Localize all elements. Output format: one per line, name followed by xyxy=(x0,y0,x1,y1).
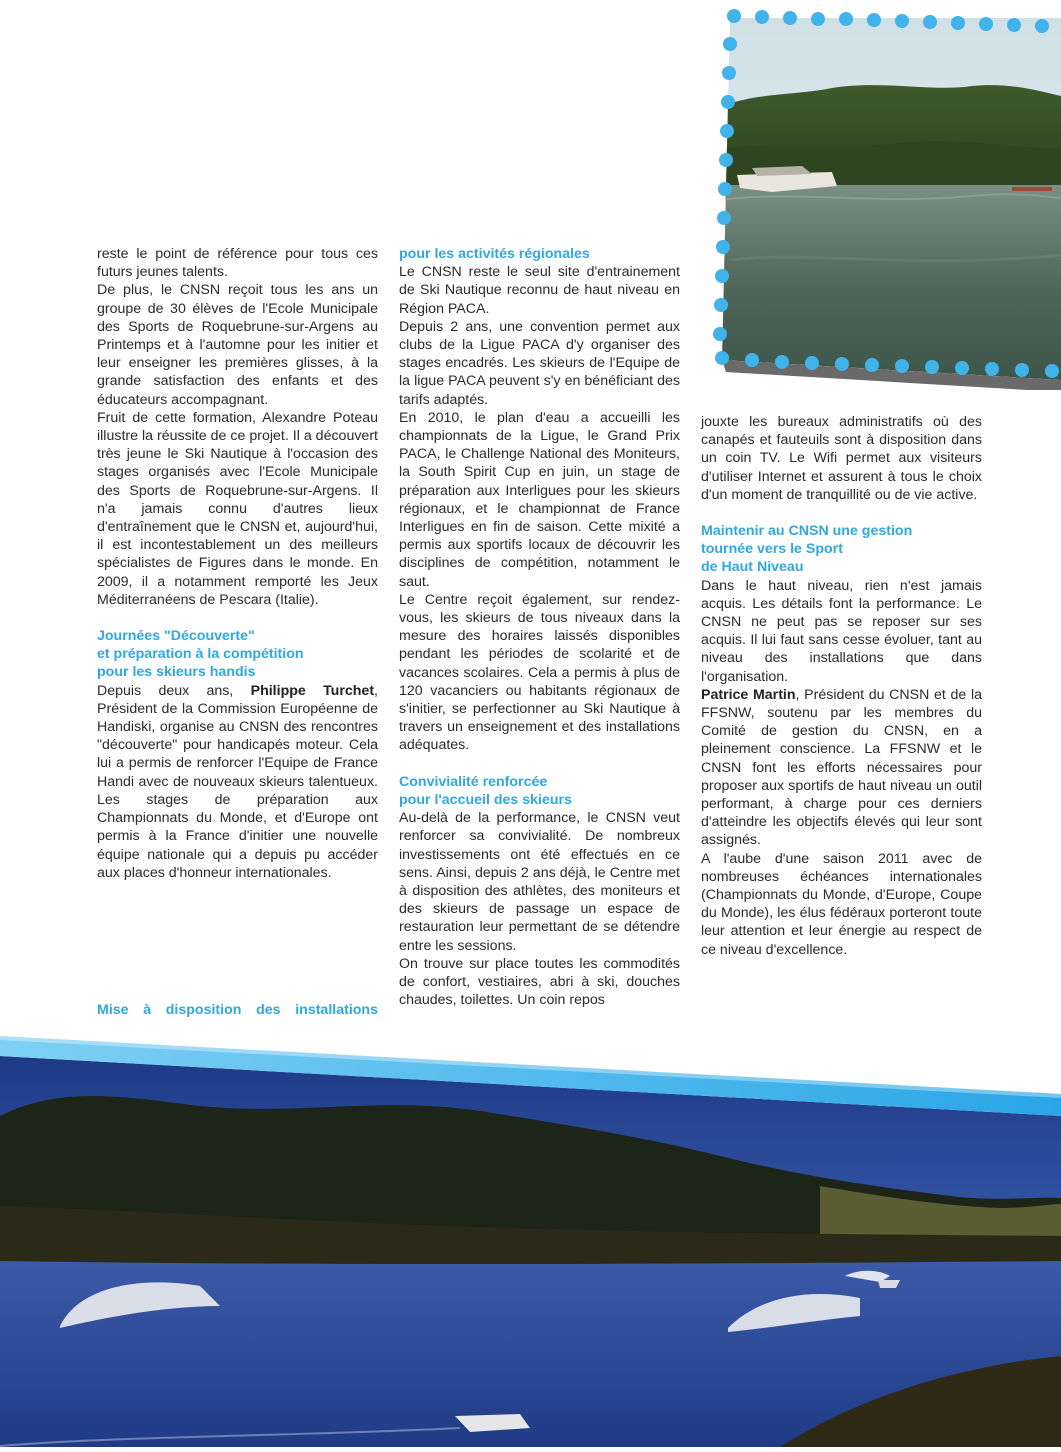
section-heading: et préparation à la compétition xyxy=(97,646,304,663)
paragraph: En 2010, le plan d'eau a accueilli les championnats de la Ligue, le Grand Prix PACA, le Challenge National des Moniteurs, la South Spirit Cup en juin, un stage de préparation aux Interligues pour les skieurs régionaux, et le championnat de France Interligues en fin de saison. Cette mixité a permis aux sportifs locaux de découvrir les disciplines de compétition, notamment le saut. xyxy=(399,409,680,590)
paragraph: Depuis 2 ans, une convention permet aux clubs de la Ligue PACA d'y organiser des stages encadrés. Les skieurs de l'Equipe de la ligue PACA peuvent s'y en bénéficiant des tarifs adaptés. xyxy=(399,318,680,408)
text-column-3 xyxy=(701,413,982,959)
paragraph xyxy=(701,686,982,850)
section-heading: pour les skieurs handis xyxy=(97,664,256,681)
text-column-2 xyxy=(399,245,680,1009)
paragraph: Au-delà de la performance, le CNSN veut renforcer sa convivialité. De nombreux investissements ont été effectués en ce sens. Ainsi, depuis 2 ans déjà, le Centre met à disposition des athlètes, des moniteurs et des skieurs de passage un espace de restauration leur permettant de se détendre entre les sessions. xyxy=(399,810,680,954)
section-heading: Mise à disposition des installations xyxy=(97,1002,378,1018)
paragraph xyxy=(97,682,378,882)
section-heading: de Haut Niveau xyxy=(701,559,804,576)
text-column-1 xyxy=(97,245,378,882)
paragraph: jouxte les bureaux administratifs où des canapés et fauteuils sont à disposition dans un coin TV. Le Wifi permet aux visiteurs d'utiliser Internet et assurent à tous le choix d'un moment de tranquillité ou de vie active. xyxy=(701,414,982,503)
lake-boat-photo xyxy=(712,0,1061,390)
paragraph: Fruit de cette formation, Alexandre Poteau illustre la réussite de ce projet. Il a découvert très jeune le Ski Nautique à l'occasion des stages organisés avec l'Ecole Municipale des Sports de Roquebrune-sur-Argens. Il n'a jamais connu d'autres lieux d'entraînement que le CNSN et, aujourd'hui, il est incontestablement un des meilleurs spécialistes de Figures dans le monde. En 2009, il a notamment remporté les Jeux Méditerranéens de Pescara (Italie). xyxy=(97,409,378,608)
section-heading: Journées "Découverte" xyxy=(97,628,255,645)
paragraph: A l'aube d'une saison 2011 avec de nombreuses échéances internationales (Championnats du Monde, d'Europe, Coupe du Monde), les élus fédéraux porteront toute leur attention et leur énergie au respect de ce niveau d'excellence. xyxy=(701,850,982,958)
section-heading: pour les activités régionales xyxy=(399,246,590,262)
person-name: Philippe Turchet xyxy=(250,682,375,699)
waterski-lake-panorama xyxy=(0,1036,1061,1447)
text-span: Depuis deux ans, xyxy=(97,682,251,699)
paragraph: Le CNSN reste le seul site d'entrainement de Ski Nautique reconnu de haut niveau en Région PACA. xyxy=(399,264,680,317)
paragraph: On trouve sur place toutes les commodités de confort, vestiaires, abri à ski, douches chaudes, toilettes. Un coin repos xyxy=(399,955,680,1009)
paragraph: reste le point de référence pour tous ces futurs jeunes talents. xyxy=(97,246,378,281)
paragraph: Dans le haut niveau, rien n'est jamais acquis. Les détails font la performance. Le CNSN ne peut pas se reposer sur ses acquis. Il lui faut sans cesse évoluer, tant au niveau des installations que dans l'organisation. xyxy=(701,577,982,685)
paragraph: Le Centre reçoit également, sur rendez-vous, les skieurs de tous niveaux dans la mesure des horaires laissés disponibles pendant les périodes de scolarité et de vacances scolaires. Cela a permis à plus de 120 vacanciers ou habitants régionaux de s'initier, se perfectionner au Ski Nautique à travers un enseignement et des installations adéquates. xyxy=(399,591,680,754)
section-heading: tournée vers le Sport xyxy=(701,541,843,558)
section-heading: Maintenir au CNSN une gestion xyxy=(701,523,913,540)
paragraph: De plus, le CNSN reçoit tous les ans un groupe de 30 élèves de l'Ecole Municipale des Sports de Roquebrune-sur-Argens au Printemps et à l'automne pour les initier et leur enseigner les premières glisses, à la grande satisfaction des enfants et des éducateurs accompagnant. xyxy=(97,282,378,408)
section-heading: pour l'accueil des skieurs xyxy=(399,791,572,808)
person-name: Patrice Martin xyxy=(701,686,796,703)
text-span: , Président de la Commission Européenne de Handiski, organise au CNSN des rencontres "découverte" pour handicapés moteur. Cela lui a permis de renforcer l'Equipe de France Handi avec de nouveaux skieurs talentueux. Les stages de préparation aux Championnats du Monde, et d'Europe ont permis à la France d'initier une nouvelle équipe nationale qui a depuis pu accéder aux places d'honneur internationales. xyxy=(97,682,378,881)
text-span: , Président du CNSN et de la FFSNW, soutenu par les membres du Comité de gestion du CNSN, en a pleinement conscience. La FFSNW et le CNSN font les efforts nécessaires pour proposer aux sportifs de haut niveau un outil performant, à charge pour ces derniers d'atteindre les objectifs élevés qui leur sont assignés. xyxy=(701,686,982,849)
section-heading: Convivialité renforcée xyxy=(399,773,548,790)
